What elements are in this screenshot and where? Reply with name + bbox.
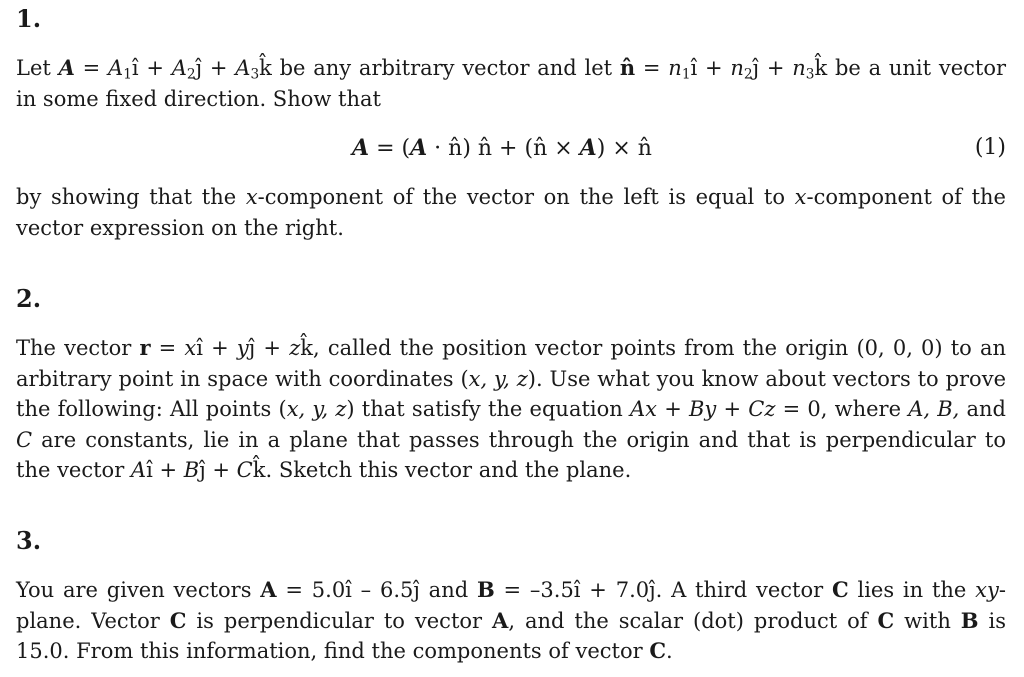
problem-3-number: 3. xyxy=(16,526,42,555)
equation-1 xyxy=(16,132,1006,164)
problem-2-text: The vector r = xî + yĵ + zk̂, called the position vector points from the origin (0, 0, 0) to an arbitrary point in space with coordinates (x, y, z). Use what you know about vectors to prove the following: All points (x, y, z) that satisfy the equation Ax + By + Cz = 0, where A, B, and C are constants, lie in a plane that passes through the origin and that is perpendicular to the vector Aî + Bĵ + Ck̂. Sketch this vector and the plane. xyxy=(16,335,1007,482)
problem-1-text-after: by showing that the x-component of the vector on the left is equal to x-component of the vector expression on the right. xyxy=(16,185,1006,240)
problem-1-text: Let $A = A_1î$ + $A_2ĵ$ + $A_3k̂$ be any arbitrary vector and let n̂ = $n_1î$ + $n_2ĵ$ + $n_3k̂$ be a unit vector in some fixed direction. Show that xyxy=(16,55,1007,111)
problem-2-number: 2. xyxy=(16,284,42,313)
equation-1-body: A = (A · n̂) n̂ + (n̂ × A) × n̂ xyxy=(352,135,652,161)
problem-1-number: 1. xyxy=(16,4,42,33)
equation-1-number: (1) xyxy=(974,135,1006,160)
problem-3-text: You are given vectors A = 5.0î – 6.5ĵ and B = –3.5î + 7.0ĵ. A third vector C lies in the xy-plane. Vector C is perpendicular to vector A, and the scalar (dot) product of C with B is 15.0. From this information, find the components of vector C. xyxy=(16,577,1006,663)
